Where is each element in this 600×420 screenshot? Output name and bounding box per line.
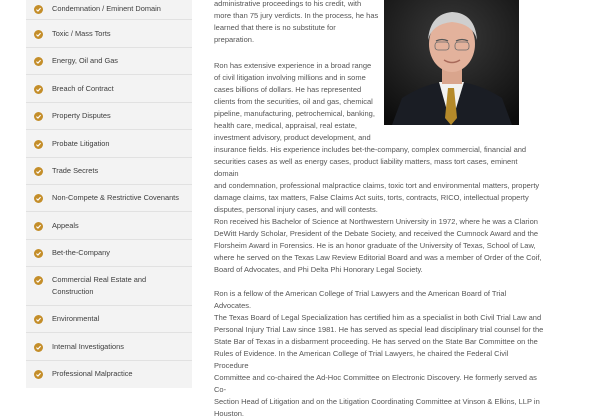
sidebar-item-label: Trade Secrets [52, 166, 99, 175]
sidebar-item-label: Condemnation / Eminent Domain [52, 4, 161, 13]
bio-line: Ron has extensive experience in a broad range [214, 61, 372, 70]
check-circle-icon [34, 222, 43, 231]
sidebar-item-bet-the-company[interactable] [26, 240, 192, 267]
bio-line: of civil litigation involving millions and in some [214, 73, 366, 82]
check-circle-icon [34, 57, 43, 66]
bio-line: cases billions of dollars. He has represented [214, 85, 362, 94]
check-circle-icon [34, 167, 43, 176]
bio-paragraph-experience-cont [214, 144, 544, 216]
bio-line: State Bar of Texas in a disbarment proceeding. He has served on the State Bar Committee on the [214, 337, 538, 346]
sidebar-item-label: Appeals [52, 221, 79, 230]
sidebar-item-label: Property Disputes [52, 111, 111, 120]
attorney-portrait [384, 0, 519, 125]
sidebar-item-professional-malpractice[interactable] [26, 361, 192, 388]
bio-line: securities cases as well as energy cases, product liability matters, mass tort cases, eminent domain [214, 157, 518, 178]
bio-line: Rules of Evidence. In the American College of Trial Lawyers, he chaired the Federal Civil Procedure [214, 349, 509, 370]
bio-line: more than 75 jury verdicts. In the process, he has [214, 11, 379, 20]
bio-top-text [214, 0, 379, 46]
check-circle-icon [34, 315, 43, 324]
bio-paragraph-education [214, 216, 544, 276]
bio-line: Section Head of Litigation and on the Litigation Coordinating Committee at Vinson & Elkins, LLP in [214, 397, 540, 406]
check-circle-icon [34, 85, 43, 94]
bio-line: damage claims, tax matters, False Claims Act suits, torts, contracts, RICO, intellectual property [214, 193, 529, 202]
check-circle-icon [34, 140, 43, 149]
sidebar-item-toxic-torts[interactable] [26, 20, 192, 48]
sidebar-item-property-disputes[interactable] [26, 103, 192, 130]
sidebar-item-label: Environmental [52, 314, 100, 323]
sidebar-item-condemnation[interactable] [26, 0, 192, 20]
sidebar-item-appeals[interactable] [26, 212, 192, 240]
bio-line: and condemnation, professional malpractice claims, toxic tort and environmental matters, property [214, 181, 540, 190]
check-circle-icon [34, 249, 43, 258]
bio-line: where he served on the Texas Law Review Editorial Board and was a member of Order of the Coif, [214, 253, 542, 262]
bio-line: Ron is a fellow of the American College of Trial Lawyers and the American Board of Trial Advocates. [214, 289, 507, 310]
bio-line: insurance fields. His experience includes bet-the-company, complex commercial, financial and [214, 145, 527, 154]
bio-line: The Texas Board of Legal Specialization has certified him as a specialist in both Civil Trial Law and [214, 313, 542, 322]
check-circle-icon [34, 370, 43, 379]
bio-paragraph-honors [214, 288, 544, 420]
check-circle-icon [34, 194, 43, 203]
check-circle-icon [34, 5, 43, 14]
bio-line: Houston. [214, 409, 245, 418]
bio-line: administrative proceedings to his credit, with [214, 0, 362, 8]
sidebar-item-internal-investigations[interactable] [26, 333, 192, 361]
sidebar-item-label: Commercial Real Estate and Construction [52, 275, 147, 296]
bio-paragraph-experience [214, 60, 379, 144]
check-circle-icon [34, 276, 43, 285]
sidebar-item-label: Professional Malpractice [52, 369, 133, 378]
check-circle-icon [34, 30, 43, 39]
sidebar-item-trade-secrets[interactable] [26, 158, 192, 185]
sidebar-item-commercial-real-estate[interactable] [26, 267, 192, 306]
bio-line: Committee and co-chaired the Ad-Hoc Committee on Electronic Discovery. He formerly served as Co- [214, 373, 537, 394]
sidebar-item-energy[interactable] [26, 48, 192, 75]
check-circle-icon [34, 112, 43, 121]
bio-line: Personal Injury Trial Law since 1981. He has served as special lead disciplinary trial counsel for the [214, 325, 544, 334]
sidebar-item-probate[interactable] [26, 130, 192, 158]
check-circle-icon [34, 343, 43, 352]
sidebar-item-label: Probate Litigation [52, 139, 110, 148]
bio-line: Board of Advocates, and Phi Delta Phi Honorary Legal Society. [214, 265, 423, 274]
sidebar-item-environmental[interactable] [26, 306, 192, 333]
sidebar-item-label: Breach of Contract [52, 84, 114, 93]
bio-line: preparation. [214, 35, 255, 44]
sidebar-item-label: Internal Investigations [52, 342, 124, 351]
bio-line: DeWitt Hardy Scholar, President of the Debate Society, and received the Cumnock Award and the [214, 229, 539, 238]
bio-line: pipeline, manufacturing, petrochemical, banking, [214, 109, 375, 118]
sidebar-item-non-compete[interactable] [26, 185, 192, 212]
bio-line: clients from the securities, oil and gas, chemical [214, 97, 373, 106]
bio-line: health care, medical, appraisal, real estate, [214, 121, 357, 130]
sidebar-item-label: Bet-the-Company [52, 248, 110, 257]
sidebar-item-breach-of-contract[interactable] [26, 75, 192, 103]
bio-line: Ron received his Bachelor of Science at Northwestern University in 1972, where he was a Clarion [214, 217, 538, 226]
bio-line: disputes, personal injury cases, and will contests. [214, 205, 378, 214]
practice-areas-sidebar [26, 0, 192, 388]
sidebar-item-label: Non-Compete & Restrictive Covenants [52, 193, 179, 202]
sidebar-item-label: Energy, Oil and Gas [52, 56, 118, 65]
bio-line: learned that there is no substitute for [214, 23, 336, 32]
bio-line: Florsheim Award in Forensics. He is an honor graduate of the University of Texas, School of Law, [214, 241, 536, 250]
bio-line: investment advisory, product development, and [214, 133, 371, 142]
sidebar-item-label: Toxic / Mass Torts [52, 29, 111, 38]
